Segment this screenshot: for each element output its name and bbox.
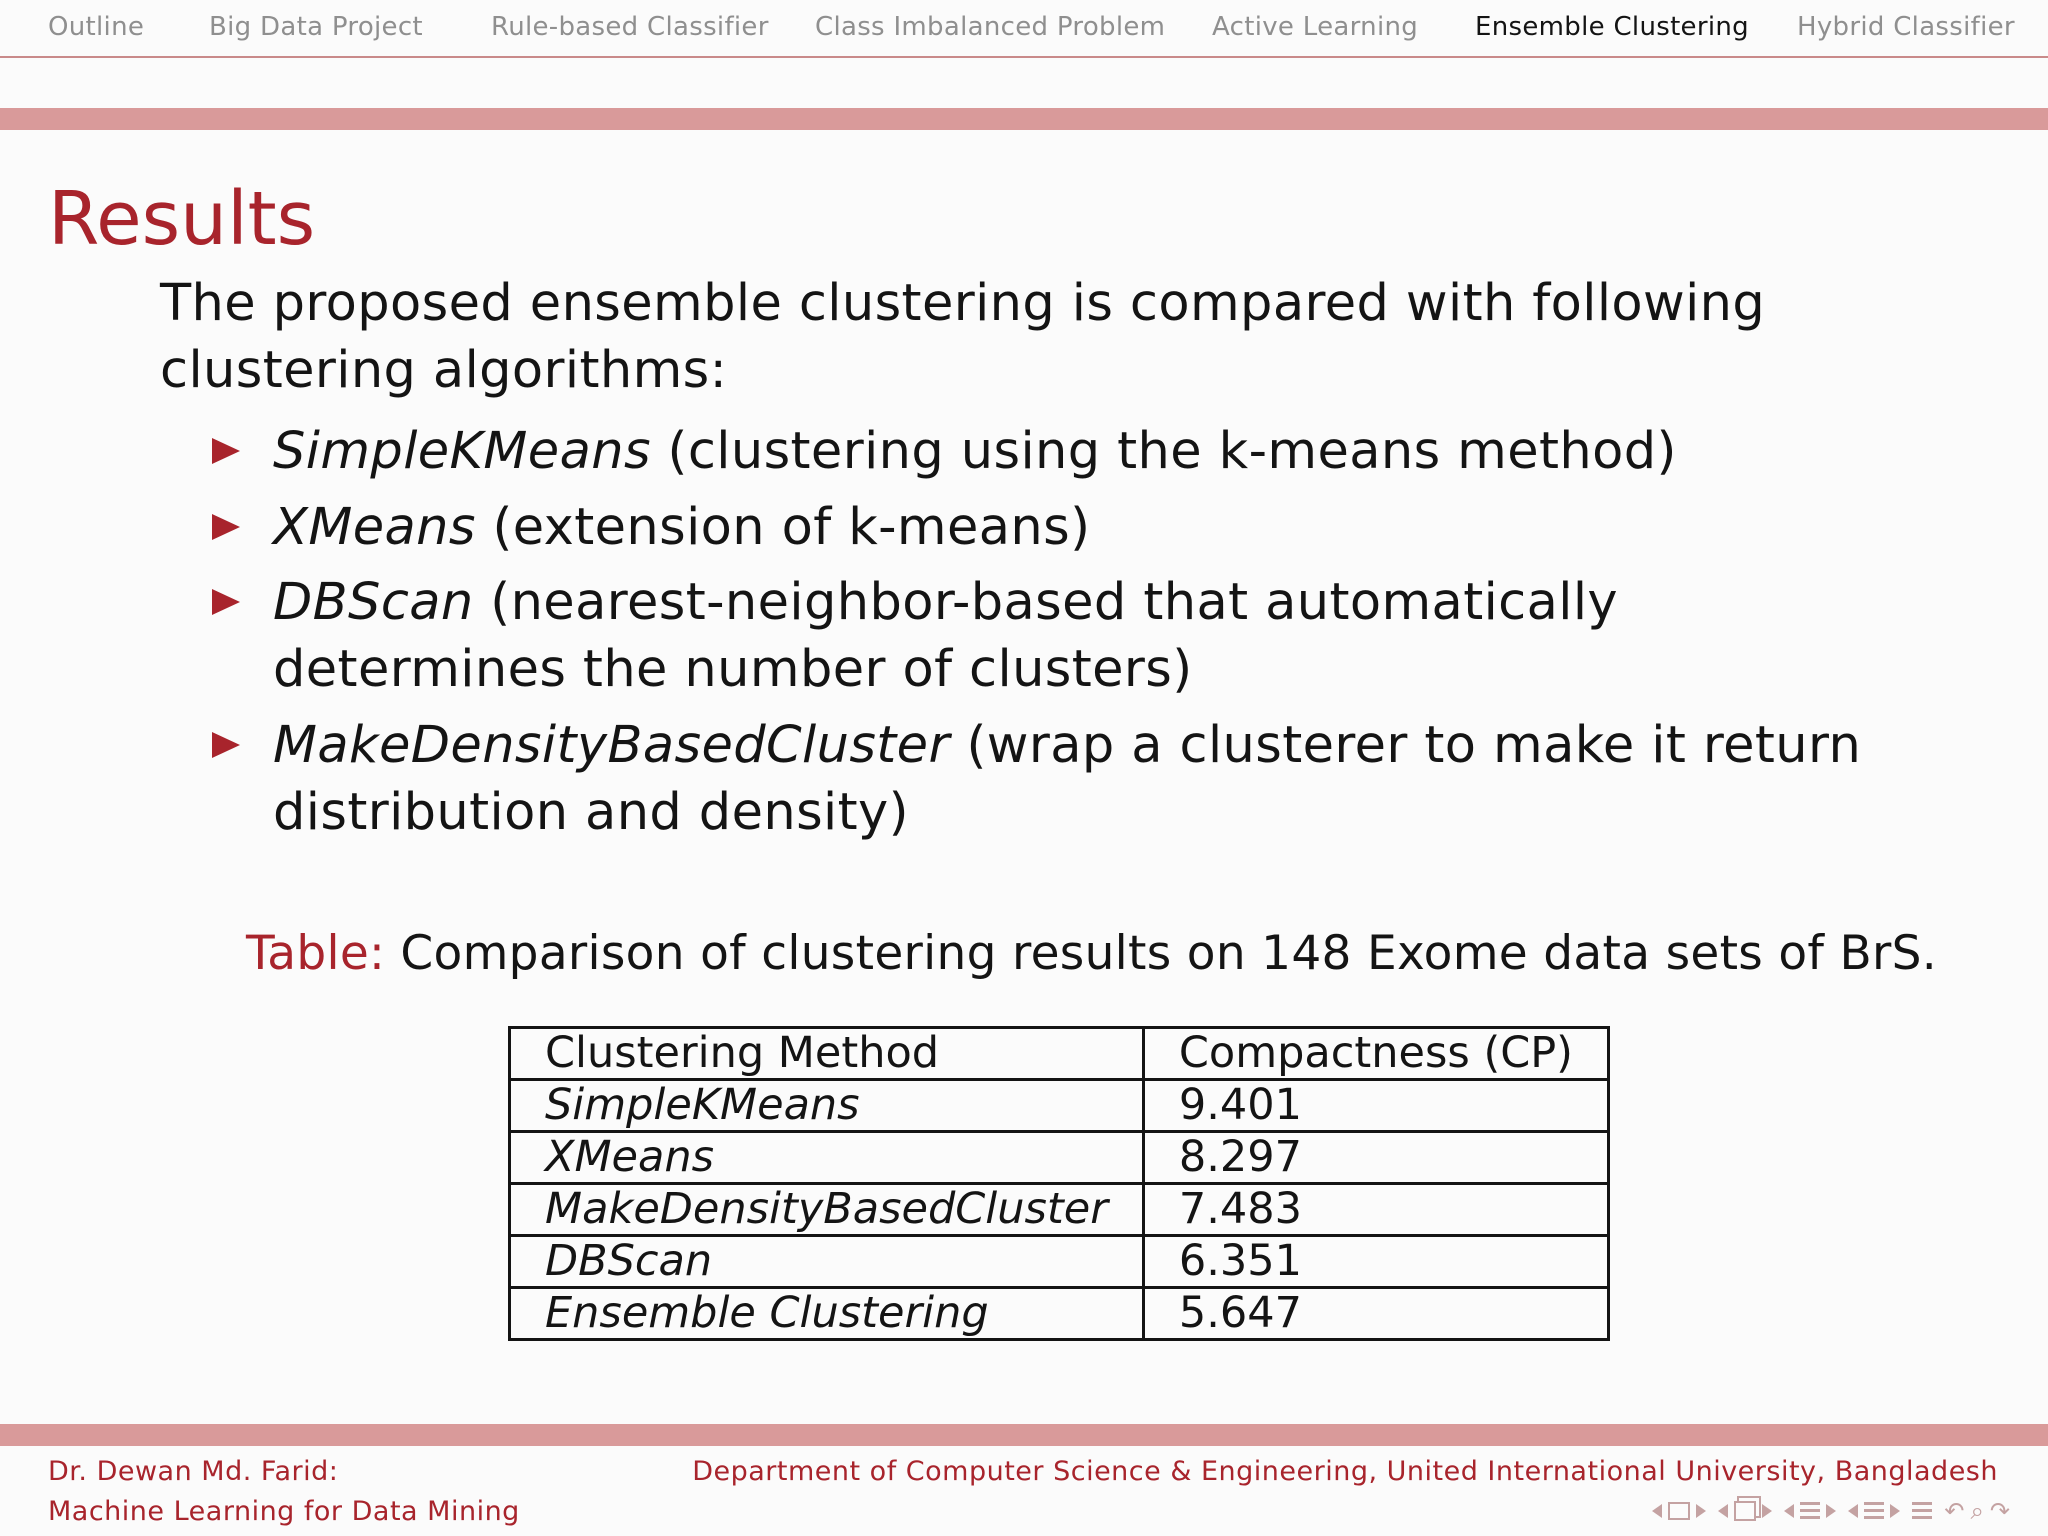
algorithm-name: DBScan [273, 573, 474, 632]
table-row [510, 1184, 1609, 1236]
subsection-icon[interactable] [1734, 1501, 1756, 1521]
table-row [510, 1236, 1609, 1288]
algorithm-description: (nearest-neighbor-based that automatically determines the number of clusters) [273, 573, 1618, 699]
bullet-triangle-icon [212, 589, 240, 615]
bullet-triangle-icon [212, 732, 240, 758]
results-table [508, 1026, 1610, 1341]
nav-item-active-learning[interactable]: Active Learning [1212, 12, 1419, 42]
prev-subsection-icon[interactable] [1718, 1504, 1728, 1518]
nav-item-outline[interactable]: Outline [48, 12, 145, 42]
next-slide-icon[interactable] [1696, 1504, 1706, 1518]
section-nav [0, 0, 2048, 58]
nav-item-class-imbalanced-problem[interactable]: Class Imbalanced Problem [815, 12, 1166, 42]
prev-section-icon[interactable] [1784, 1504, 1794, 1518]
algorithm-description: (wrap a clusterer to make it return distribution and density) [273, 716, 1862, 842]
table-caption [246, 926, 1937, 981]
footer-department: Department of Computer Science & Engineering, United International University, Bangladesh [692, 1456, 1998, 1487]
prev-part-icon[interactable] [1848, 1504, 1858, 1518]
bullet-triangle-icon [212, 514, 240, 540]
next-section-icon[interactable] [1826, 1504, 1836, 1518]
forward-icon[interactable]: ↷ [1989, 1497, 2010, 1525]
footer-left [48, 1452, 520, 1532]
algorithm-name: MakeDensityBasedCluster [273, 716, 950, 775]
list-icon[interactable] [1912, 1502, 1932, 1520]
header-accent-bar [0, 108, 2048, 130]
bullet-triangle-icon [212, 438, 240, 464]
next-part-icon[interactable] [1890, 1504, 1900, 1518]
column-header-method: Clustering Method [510, 1028, 1144, 1080]
prev-slide-icon[interactable] [1652, 1504, 1662, 1518]
nav-item-ensemble-clustering[interactable]: Ensemble Clustering [1475, 12, 1749, 42]
algorithm-name: XMeans [273, 498, 476, 557]
footer-course: Machine Learning for Data Mining [48, 1496, 520, 1527]
bullet-text [273, 418, 1873, 485]
footer-right [692, 1452, 1998, 1492]
slide-nav-group [1652, 1502, 1706, 1520]
search-icon[interactable]: ⌕ [1970, 1497, 1984, 1525]
back-icon[interactable]: ↶ [1944, 1497, 1965, 1525]
footer-accent-bar [0, 1424, 2048, 1446]
method-cell: MakeDensityBasedCluster [510, 1184, 1144, 1236]
bullet-text [273, 712, 1873, 846]
column-header-compactness: Compactness (CP) [1143, 1028, 1608, 1080]
intro-text: The proposed ensemble clustering is compared with following clustering algorithms: [160, 274, 1766, 400]
subsection-nav-group [1718, 1501, 1772, 1521]
nav-item-rule-based-classifier[interactable]: Rule-based Classifier [491, 12, 769, 42]
part-nav-group [1848, 1502, 1900, 1520]
table-row [510, 1288, 1609, 1340]
method-cell: Ensemble Clustering [510, 1288, 1144, 1340]
algorithm-description: (extension of k-means) [475, 498, 1091, 557]
table-header-row [510, 1028, 1609, 1080]
compactness-cell: 7.483 [1143, 1184, 1608, 1236]
frame-icon[interactable] [1668, 1502, 1690, 1520]
nav-item-big-data-project[interactable]: Big Data Project [209, 12, 423, 42]
method-cell: XMeans [510, 1132, 1144, 1184]
section-nav-group [1784, 1502, 1836, 1520]
table-row [510, 1080, 1609, 1132]
bullet-text [273, 494, 1873, 561]
next-subsection-icon[interactable] [1762, 1504, 1772, 1518]
algorithm-name: SimpleKMeans [273, 422, 651, 481]
algorithm-description: (clustering using the k-means method) [650, 422, 1677, 481]
compactness-cell: 9.401 [1143, 1080, 1608, 1132]
table-row [510, 1132, 1609, 1184]
bullet-text [273, 569, 1873, 703]
part-icon[interactable] [1864, 1502, 1884, 1520]
extra-nav-group [1944, 1499, 2010, 1523]
section-icon[interactable] [1800, 1502, 1820, 1520]
method-cell: SimpleKMeans [510, 1080, 1144, 1132]
nav-item-hybrid-classifier[interactable]: Hybrid Classifier [1797, 12, 2015, 42]
compactness-cell: 8.297 [1143, 1132, 1608, 1184]
footer-author: Dr. Dewan Md. Farid: [48, 1456, 339, 1487]
compactness-cell: 6.351 [1143, 1236, 1608, 1288]
caption-text: Comparison of clustering results on 148 Exome data sets of BrS. [385, 926, 1938, 981]
caption-label: Table: [246, 926, 386, 981]
method-cell: DBScan [510, 1236, 1144, 1288]
slide-title: Results [48, 176, 316, 262]
compactness-cell: 5.647 [1143, 1288, 1608, 1340]
beamer-navigation-controls [1652, 1494, 2010, 1528]
